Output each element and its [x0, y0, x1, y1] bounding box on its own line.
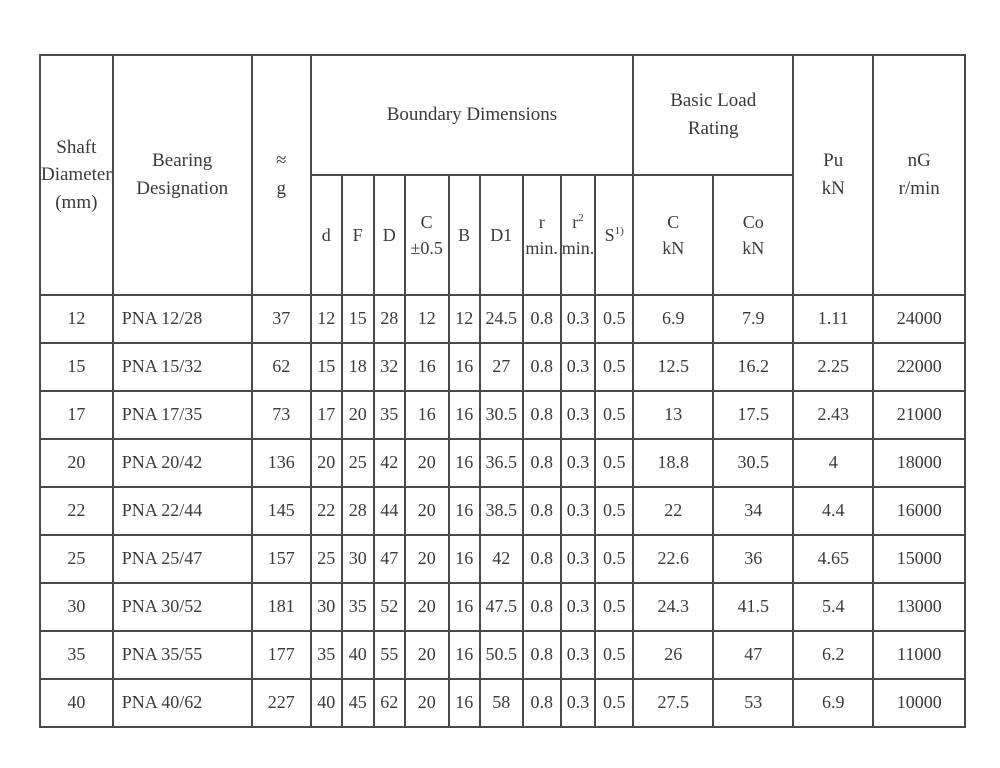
cell-ng: 15000	[873, 535, 965, 583]
cell-s: 0.5	[595, 631, 633, 679]
cell-c: 20	[405, 583, 449, 631]
header-outer-d: D	[374, 175, 405, 295]
cell-d1: 42	[480, 535, 523, 583]
cell-bearing-designation: PNA 40/62	[113, 679, 252, 727]
cell-c: 12	[405, 295, 449, 343]
cell-d: 35	[311, 631, 342, 679]
cell-shaft-diameter: 40	[40, 679, 113, 727]
cell-weight: 157	[252, 535, 311, 583]
cell-s: 0.5	[595, 583, 633, 631]
cell-c-kn: 24.3	[633, 583, 713, 631]
cell-pu: 5.4	[793, 583, 873, 631]
cell-pu: 6.2	[793, 631, 873, 679]
cell-co-kn: 7.9	[713, 295, 793, 343]
cell-r2: 0.3	[561, 631, 596, 679]
cell-r: 0.8	[523, 439, 561, 487]
header-ng: nG r/min	[873, 55, 965, 295]
cell-b: 16	[449, 391, 480, 439]
cell-ng: 13000	[873, 583, 965, 631]
cell-weight: 177	[252, 631, 311, 679]
cell-f: 15	[342, 295, 374, 343]
cell-ng: 24000	[873, 295, 965, 343]
cell-r2: 0.3	[561, 439, 596, 487]
cell-pu: 2.43	[793, 391, 873, 439]
cell-shaft-diameter: 17	[40, 391, 113, 439]
cell-r: 0.8	[523, 391, 561, 439]
header-pu: Pu kN	[793, 55, 873, 295]
cell-r2: 0.3	[561, 487, 596, 535]
cell-shaft-diameter: 15	[40, 343, 113, 391]
cell-f: 28	[342, 487, 374, 535]
cell-d: 40	[311, 679, 342, 727]
table-row	[40, 295, 965, 343]
cell-bearing-designation: PNA 30/52	[113, 583, 252, 631]
cell-weight: 136	[252, 439, 311, 487]
cell-d: 15	[311, 343, 342, 391]
cell-f: 40	[342, 631, 374, 679]
cell-outer-d: 47	[374, 535, 405, 583]
cell-ng: 10000	[873, 679, 965, 727]
cell-outer-d: 52	[374, 583, 405, 631]
cell-co-kn: 41.5	[713, 583, 793, 631]
cell-f: 35	[342, 583, 374, 631]
table-row	[40, 631, 965, 679]
header-basic-load-rating: Basic Load Rating	[633, 55, 793, 175]
cell-c: 20	[405, 487, 449, 535]
cell-b: 12	[449, 295, 480, 343]
cell-r: 0.8	[523, 679, 561, 727]
cell-shaft-diameter: 25	[40, 535, 113, 583]
cell-d1: 38.5	[480, 487, 523, 535]
cell-c: 20	[405, 679, 449, 727]
cell-pu: 6.9	[793, 679, 873, 727]
header-boundary-dimensions: Boundary Dimensions	[311, 55, 634, 175]
cell-shaft-diameter: 20	[40, 439, 113, 487]
cell-pu: 4.65	[793, 535, 873, 583]
cell-bearing-designation: PNA 20/42	[113, 439, 252, 487]
cell-s: 0.5	[595, 679, 633, 727]
cell-d1: 50.5	[480, 631, 523, 679]
cell-co-kn: 36	[713, 535, 793, 583]
header-c-kn: C kN	[633, 175, 713, 295]
cell-weight: 227	[252, 679, 311, 727]
cell-d: 20	[311, 439, 342, 487]
header-weight: ≈ g	[252, 55, 311, 295]
cell-c: 20	[405, 535, 449, 583]
cell-r2: 0.3	[561, 343, 596, 391]
cell-s: 0.5	[595, 295, 633, 343]
cell-b: 16	[449, 535, 480, 583]
cell-co-kn: 34	[713, 487, 793, 535]
cell-bearing-designation: PNA 17/35	[113, 391, 252, 439]
cell-co-kn: 30.5	[713, 439, 793, 487]
cell-r2: 0.3	[561, 679, 596, 727]
cell-c-kn: 13	[633, 391, 713, 439]
cell-d: 25	[311, 535, 342, 583]
cell-r: 0.8	[523, 631, 561, 679]
table-row	[40, 487, 965, 535]
cell-ng: 18000	[873, 439, 965, 487]
cell-c-kn: 22	[633, 487, 713, 535]
cell-pu: 4	[793, 439, 873, 487]
cell-f: 45	[342, 679, 374, 727]
cell-c: 16	[405, 391, 449, 439]
cell-outer-d: 32	[374, 343, 405, 391]
cell-outer-d: 62	[374, 679, 405, 727]
cell-co-kn: 47	[713, 631, 793, 679]
header-d: d	[311, 175, 342, 295]
cell-shaft-diameter: 30	[40, 583, 113, 631]
cell-c: 20	[405, 631, 449, 679]
cell-d1: 24.5	[480, 295, 523, 343]
cell-bearing-designation: PNA 25/47	[113, 535, 252, 583]
table-row	[40, 679, 965, 727]
header-shaft-diameter: Shaft Diameter (mm)	[40, 55, 113, 295]
bearing-spec-table	[39, 54, 966, 728]
cell-co-kn: 16.2	[713, 343, 793, 391]
cell-weight: 62	[252, 343, 311, 391]
cell-s: 0.5	[595, 487, 633, 535]
cell-r: 0.8	[523, 583, 561, 631]
table-row	[40, 583, 965, 631]
cell-b: 16	[449, 631, 480, 679]
cell-r: 0.8	[523, 487, 561, 535]
cell-outer-d: 35	[374, 391, 405, 439]
cell-pu: 2.25	[793, 343, 873, 391]
cell-r: 0.8	[523, 295, 561, 343]
cell-b: 16	[449, 487, 480, 535]
cell-s: 0.5	[595, 535, 633, 583]
cell-s: 0.5	[595, 439, 633, 487]
cell-c-kn: 22.6	[633, 535, 713, 583]
table-row	[40, 535, 965, 583]
cell-ng: 22000	[873, 343, 965, 391]
cell-ng: 21000	[873, 391, 965, 439]
cell-c-kn: 12.5	[633, 343, 713, 391]
header-f: F	[342, 175, 374, 295]
cell-weight: 145	[252, 487, 311, 535]
cell-bearing-designation: PNA 15/32	[113, 343, 252, 391]
cell-c: 16	[405, 343, 449, 391]
cell-r2: 0.3	[561, 391, 596, 439]
cell-bearing-designation: PNA 12/28	[113, 295, 252, 343]
cell-s: 0.5	[595, 391, 633, 439]
cell-weight: 37	[252, 295, 311, 343]
cell-shaft-diameter: 22	[40, 487, 113, 535]
header-b: B	[449, 175, 480, 295]
header-co-kn: Co kN	[713, 175, 793, 295]
cell-c-kn: 27.5	[633, 679, 713, 727]
cell-d: 17	[311, 391, 342, 439]
cell-d1: 47.5	[480, 583, 523, 631]
cell-r: 0.8	[523, 535, 561, 583]
cell-r: 0.8	[523, 343, 561, 391]
cell-weight: 181	[252, 583, 311, 631]
cell-co-kn: 17.5	[713, 391, 793, 439]
cell-ng: 16000	[873, 487, 965, 535]
cell-outer-d: 55	[374, 631, 405, 679]
cell-co-kn: 53	[713, 679, 793, 727]
cell-f: 25	[342, 439, 374, 487]
cell-outer-d: 28	[374, 295, 405, 343]
cell-r2: 0.3	[561, 295, 596, 343]
cell-r2: 0.3	[561, 583, 596, 631]
cell-d1: 58	[480, 679, 523, 727]
cell-shaft-diameter: 12	[40, 295, 113, 343]
cell-b: 16	[449, 439, 480, 487]
header-r2-min: $r^2$ min.	[561, 175, 596, 295]
cell-ng: 11000	[873, 631, 965, 679]
cell-b: 16	[449, 679, 480, 727]
cell-d: 30	[311, 583, 342, 631]
cell-f: 30	[342, 535, 374, 583]
cell-bearing-designation: PNA 35/55	[113, 631, 252, 679]
cell-f: 18	[342, 343, 374, 391]
header-s: $S^{1)}$	[595, 175, 633, 295]
cell-f: 20	[342, 391, 374, 439]
cell-weight: 73	[252, 391, 311, 439]
cell-pu: 1.11	[793, 295, 873, 343]
cell-d: 22	[311, 487, 342, 535]
cell-pu: 4.4	[793, 487, 873, 535]
cell-bearing-designation: PNA 22/44	[113, 487, 252, 535]
cell-c-kn: 18.8	[633, 439, 713, 487]
cell-shaft-diameter: 35	[40, 631, 113, 679]
table-row	[40, 391, 965, 439]
cell-d1: 27	[480, 343, 523, 391]
table-row	[40, 439, 965, 487]
cell-c-kn: 26	[633, 631, 713, 679]
cell-r2: 0.3	[561, 535, 596, 583]
cell-d: 12	[311, 295, 342, 343]
cell-d1: 36.5	[480, 439, 523, 487]
cell-c: 20	[405, 439, 449, 487]
header-d1: D1	[480, 175, 523, 295]
table-body	[40, 295, 965, 727]
cell-b: 16	[449, 583, 480, 631]
table-row	[40, 343, 965, 391]
cell-c-kn: 6.9	[633, 295, 713, 343]
cell-d1: 30.5	[480, 391, 523, 439]
header-r-min: r min.	[523, 175, 561, 295]
header-bearing-designation: Bearing Designation	[113, 55, 252, 295]
cell-b: 16	[449, 343, 480, 391]
cell-s: 0.5	[595, 343, 633, 391]
cell-outer-d: 44	[374, 487, 405, 535]
cell-outer-d: 42	[374, 439, 405, 487]
header-c-tolerance: C ±0.5	[405, 175, 449, 295]
